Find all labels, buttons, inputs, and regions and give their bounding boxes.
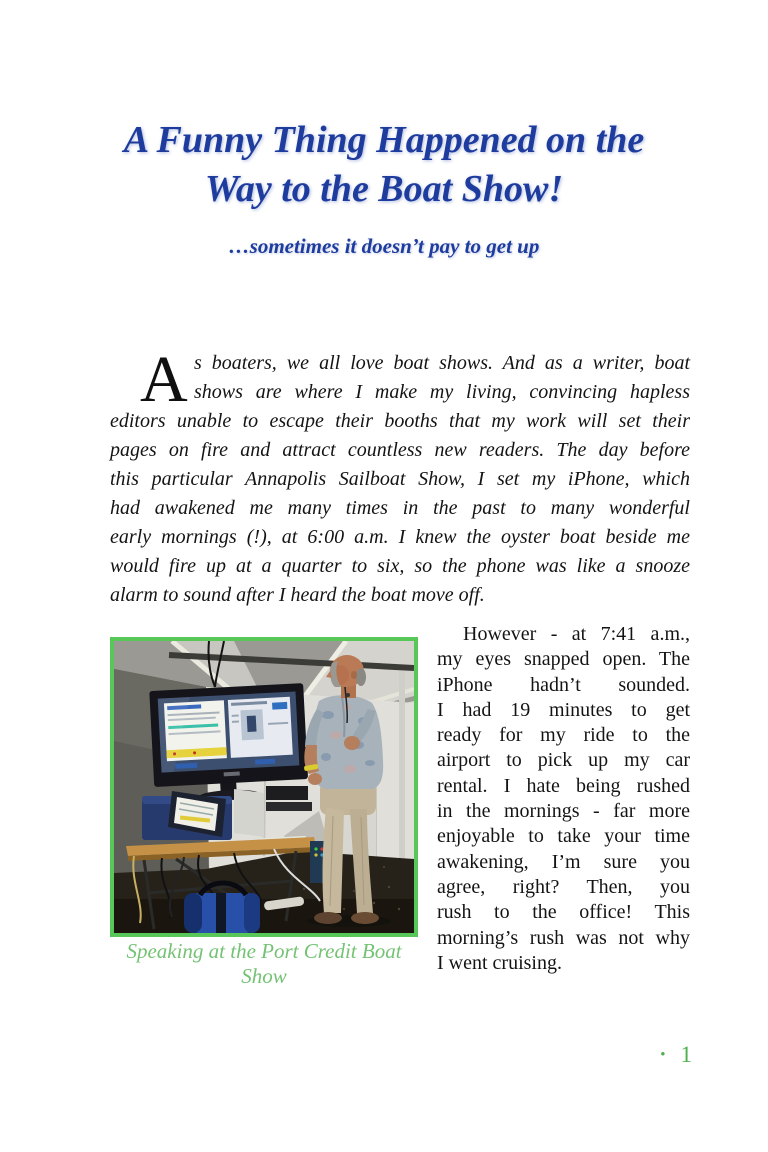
- text-line: airport to pick up my car: [437, 749, 690, 772]
- text-line: alarm to sound after I heard the boat move off.: [110, 584, 485, 606]
- page-subtitle: …sometimes it doesn’t pay to get up: [228, 234, 540, 258]
- text-line: awakening, I’m sure you: [437, 850, 690, 873]
- text-line: had awakened me many times in the past to many wonderful: [110, 497, 690, 519]
- text-line: pages on fire and attract countless new readers. The day before: [110, 439, 690, 461]
- text-line: ready for my ride to the: [437, 724, 690, 747]
- page-footer: [660, 1042, 692, 1068]
- text-line: s boaters, we all love boat shows. And as a writer, boat: [194, 352, 690, 374]
- text-line: I went cruising.: [437, 951, 562, 974]
- text-line: would fire up at a quarter to six, so the phone was like a snooze: [110, 555, 690, 577]
- text-line: rental. I hate being rushed: [437, 774, 690, 797]
- title-line-2: Way to the Boat Show!: [204, 168, 564, 210]
- page-title: [0, 116, 768, 214]
- boat-show-photo: [110, 637, 418, 937]
- text-line: this particular Annapolis Sailboat Show, I set my iPhone, which: [110, 468, 690, 490]
- text-line: I had 19 minutes to get: [437, 698, 690, 721]
- drop-cap: A: [140, 343, 188, 416]
- text-line: editors unable to escape their booths that my work will set their: [110, 410, 690, 432]
- text-line: enjoyable to take your time: [437, 825, 690, 848]
- text-line: in the mornings - far more: [437, 800, 690, 823]
- paragraph-1-lines: [110, 343, 690, 610]
- text-line: early mornings (!), at 6:00 a.m. I knew the oyster boat beside me: [110, 526, 690, 548]
- photo-caption: Speaking at the Port Credit Boat Show: [126, 939, 402, 988]
- boat-show-photo-illustration: [114, 641, 414, 933]
- footer-bullet: •: [660, 1047, 666, 1063]
- text-line: my eyes snapped open. The: [437, 648, 690, 671]
- text-line: However - at 7:41 a.m.,: [463, 623, 690, 645]
- text-line: agree, right? Then, you: [437, 875, 690, 898]
- text-line: morning’s rush was not why: [437, 926, 690, 949]
- page-number: 1: [680, 1042, 692, 1067]
- paragraph-1: [110, 343, 690, 610]
- paragraph-2: [437, 622, 690, 976]
- text-line: iPhone hadn’t sounded.: [437, 673, 690, 696]
- text-line: shows are where I make my living, convincing hapless: [194, 381, 690, 403]
- title-line-1: A Funny Thing Happened on the: [123, 119, 645, 161]
- text-line: rush to the office! This: [437, 901, 690, 924]
